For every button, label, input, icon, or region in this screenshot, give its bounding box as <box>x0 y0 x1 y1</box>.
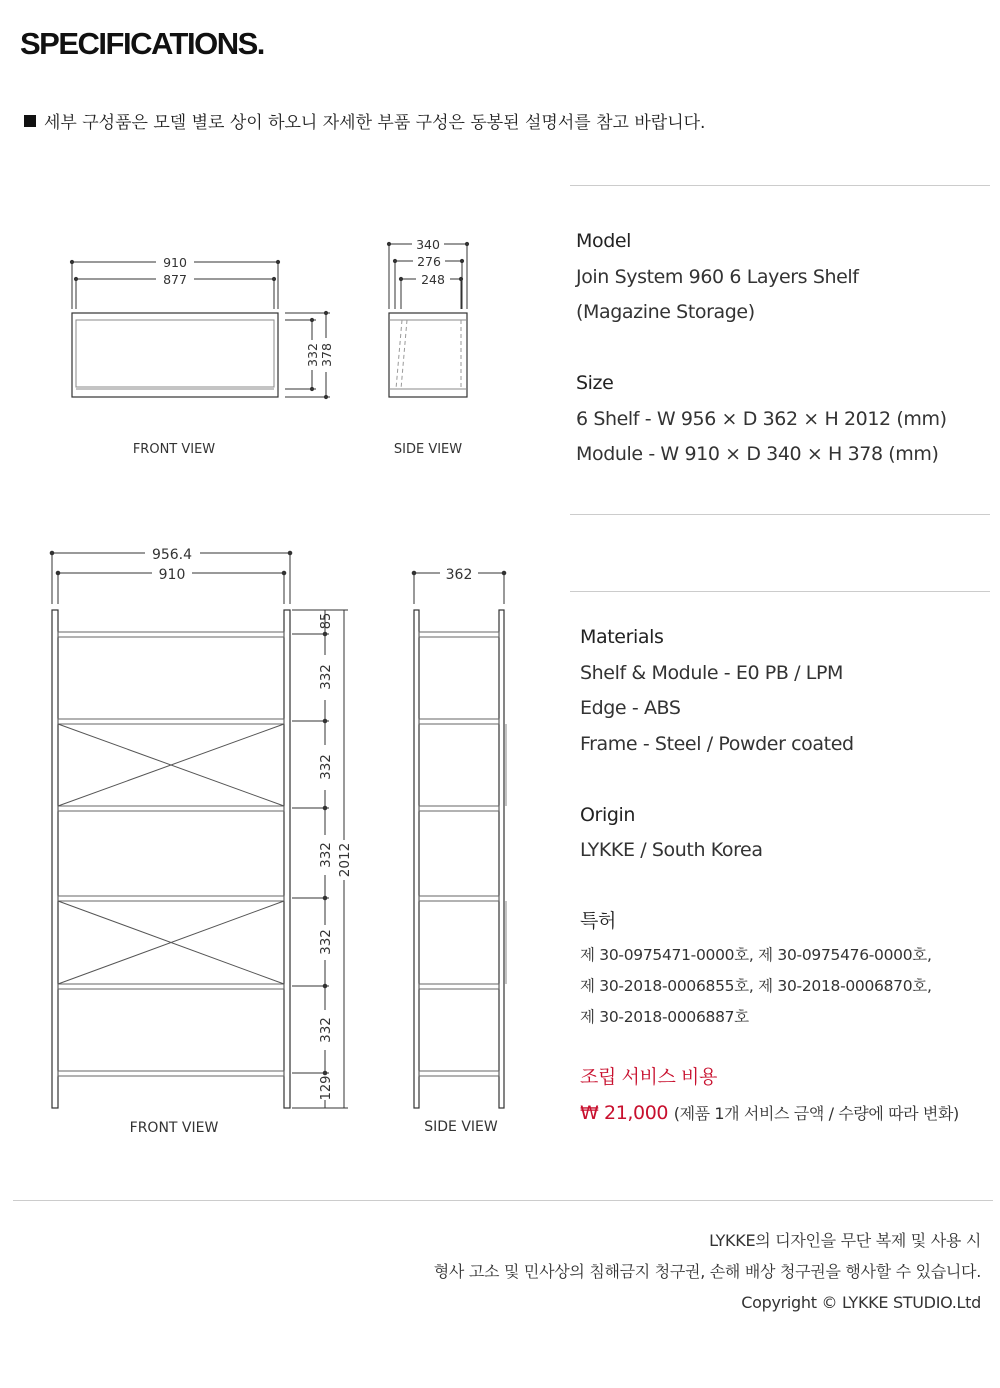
module-dim-332: 332 <box>305 343 320 367</box>
module-dim-248: 248 <box>421 272 445 287</box>
module-dim-378: 378 <box>319 343 334 367</box>
service-price: ₩ 21,000 <box>580 1101 669 1124</box>
shelf-front-view <box>50 551 348 1108</box>
patent-line2: 제 30-2018-0006855호, 제 30-2018-0006870호, <box>580 976 932 995</box>
shelf-dim-85: 85 <box>319 612 334 630</box>
footer-copyright: Copyright © LYKKE STUDIO.Ltd <box>741 1293 981 1312</box>
origin-line1: LYKKE / South Korea <box>580 839 763 861</box>
module-front-view <box>70 260 330 398</box>
shelf-dim-332-e: 332 <box>318 1017 334 1043</box>
shelf-side-view <box>412 571 506 1108</box>
module-dim-910: 910 <box>163 255 187 270</box>
module-side-view-label: SIDE VIEW <box>393 442 463 457</box>
footer-line1: LYKKE의 디자인을 무단 복제 및 사용 시 <box>709 1231 981 1250</box>
module-dim-276: 276 <box>417 254 441 269</box>
footer <box>434 1225 981 1318</box>
shelf-dim-332-a: 332 <box>318 664 334 690</box>
materials-heading: Materials <box>580 626 664 648</box>
shelf-dim-332-c: 332 <box>318 842 334 868</box>
spec-service <box>580 1060 959 1131</box>
shelf-dim-956: 956.4 <box>151 547 193 563</box>
shelf-front-view-label: FRONT VIEW <box>129 1120 219 1136</box>
size-line2: Module - W 910 × D 340 × H 378 (mm) <box>576 443 939 465</box>
materials-line3: Frame - Steel / Powder coated <box>580 732 854 755</box>
shelf-dim-129: 129 <box>319 1075 334 1101</box>
model-heading: Model <box>576 230 632 252</box>
shelf-dim-910: 910 <box>158 567 186 583</box>
shelf-dim-332-b: 332 <box>318 754 334 780</box>
materials-line1: Shelf & Module - E0 PB / LPM <box>580 661 844 684</box>
notice-text: 세부 구성품은 모델 별로 상이 하오니 자세한 부품 구성은 동봉된 설명서를 참고 바랍니다. <box>44 113 706 133</box>
size-line1: 6 Shelf - W 956 × D 362 × H 2012 (mm) <box>576 407 947 430</box>
footer-line2: 형사 고소 및 민사상의 침해금지 청구권, 손해 배상 청구권을 행사할 수 있습니다. <box>433 1262 981 1281</box>
module-dim-340: 340 <box>416 237 440 252</box>
materials-line2: Edge - ABS <box>580 697 681 719</box>
model-line2: (Magazine Storage) <box>576 301 755 323</box>
shelf-side-view-label: SIDE VIEW <box>424 1119 498 1135</box>
shelf-dim-332-d: 332 <box>318 929 334 955</box>
spec-materials <box>580 620 932 1033</box>
service-heading: 조립 서비스 비용 <box>580 1066 717 1088</box>
patent-line1: 제 30-0975471-0000호, 제 30-0975476-0000호, <box>580 945 932 964</box>
shelf-dim-362: 362 <box>445 567 473 583</box>
origin-heading: Origin <box>580 803 636 826</box>
patent-line3: 제 30-2018-0006887호 <box>580 1007 749 1026</box>
module-front-view-label: FRONT VIEW <box>132 442 216 457</box>
patent-heading: 특허 <box>580 910 616 932</box>
page-title: SPECIFICATIONS. <box>20 26 264 61</box>
size-heading: Size <box>576 372 614 394</box>
module-dim-877: 877 <box>163 272 187 287</box>
spec-model-size <box>576 224 947 473</box>
shelf-dim-2012: 2012 <box>337 842 353 878</box>
service-note: (제품 1개 서비스 금액 / 수량에 따라 변화) <box>673 1103 959 1123</box>
model-line1: Join System 960 6 Layers Shelf <box>576 265 859 288</box>
